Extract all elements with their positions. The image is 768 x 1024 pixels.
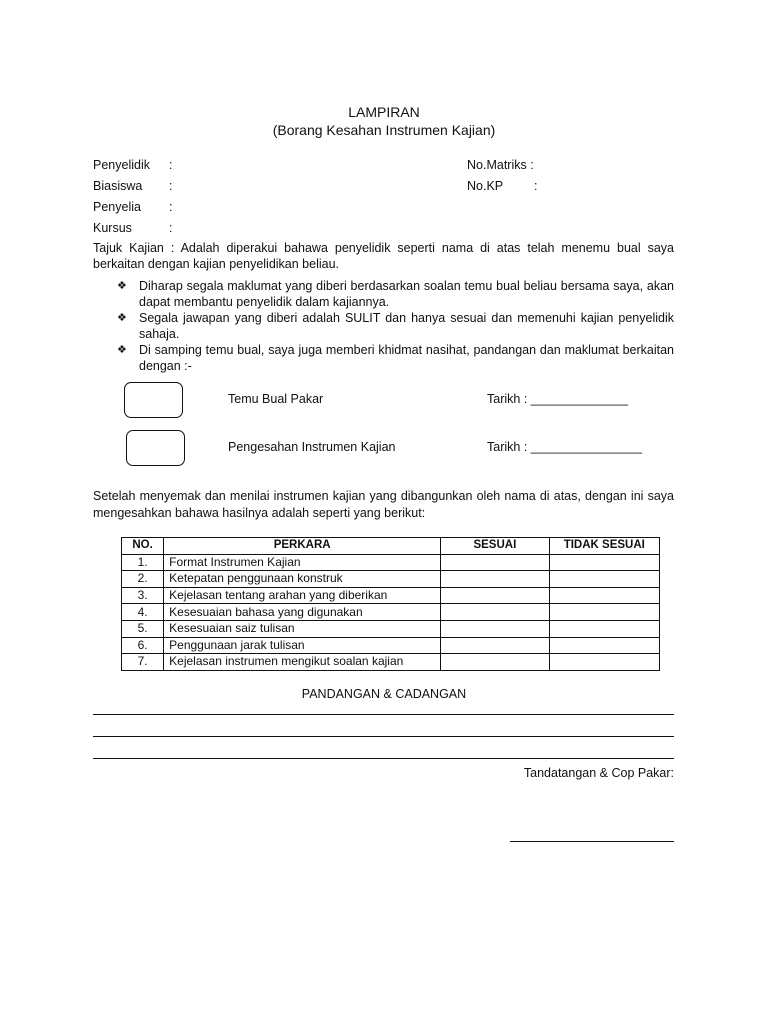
no-kp-label: No.KP [467,179,504,193]
pengesahan-checkbox[interactable] [126,430,185,466]
page-subtitle: (Borang Kesahan Instrumen Kajian) [272,122,496,138]
tidak-sesuai-cell[interactable] [549,637,659,654]
sesuai-cell[interactable] [441,571,549,588]
comment-line[interactable] [93,714,674,715]
row-no: 5. [122,620,164,637]
sesuai-cell[interactable] [441,604,549,621]
table-header-row [122,538,660,555]
comment-line[interactable] [93,758,674,759]
signature-label: Tandatangan & Cop Pakar: [523,766,674,780]
row-item: Kesesuaian saiz tulisan [164,620,441,637]
no-kp-colon: : [534,179,538,193]
sesuai-cell[interactable] [441,554,549,571]
row-item: Penggunaan jarak tulisan [164,637,441,654]
header-perkara: PERKARA [164,538,441,555]
sesuai-cell[interactable] [441,587,549,604]
tidak-sesuai-cell[interactable] [549,587,659,604]
row-no: 6. [122,637,164,654]
row-item: Kejelasan instrumen mengikut soalan kajian [164,654,441,671]
table-row [122,571,660,588]
bullet-text: Diharap segala maklumat yang diberi berdasarkan soalan temu bual beliau bersama saya, akan dapat membantu penyelidik dalam kajiannya. [139,279,674,309]
comments-heading: PANDANGAN & CADANGAN [301,687,467,701]
intro-paragraph: Tajuk Kajian : Adalah diperakui bahawa penyelidik seperti nama di atas telah menemu bual saya berkaitan dengan kajian penyelidikan beliau. [93,241,674,271]
row-item: Format Instrumen Kajian [164,554,441,571]
row-no: 3. [122,587,164,604]
sesuai-cell[interactable] [441,637,549,654]
diamond-bullet-icon: ❖ [117,344,127,356]
sesuai-cell[interactable] [441,620,549,637]
table-row [122,587,660,604]
header-sesuai: SESUAI [441,538,549,555]
kursus-label: Kursus [93,221,132,235]
pengesahan-date: Tarikh : ________________ [487,440,642,454]
comment-line[interactable] [93,736,674,737]
diamond-bullet-icon: ❖ [117,312,127,324]
tidak-sesuai-cell[interactable] [549,554,659,571]
row-item: Ketepatan penggunaan konstruk [164,571,441,588]
table-row [122,620,660,637]
penyelidik-label: Penyelidik [93,158,150,172]
table-row [122,554,660,571]
evaluation-table [121,537,660,671]
penyelia-label: Penyelia [93,200,141,214]
tidak-sesuai-cell[interactable] [549,571,659,588]
header-no: NO. [122,538,164,555]
temu-bual-checkbox[interactable] [124,382,183,418]
row-item: Kejelasan tentang arahan yang diberikan [164,587,441,604]
diamond-bullet-icon: ❖ [117,280,127,292]
tidak-sesuai-cell[interactable] [549,620,659,637]
row-no: 4. [122,604,164,621]
bullet-text: Segala jawapan yang diberi adalah SULIT dan hanya sesuai dan memenuhi kajian penyelidik sahaja. [139,311,674,341]
kursus-colon: : [169,221,173,235]
confirmation-paragraph: Setelah menyemak dan menilai instrumen kajian yang dibangunkan oleh nama di atas, dengan ini saya mengesahkan bahawa hasilnya adalah seperti yang berikut: [93,489,674,520]
row-no: 7. [122,654,164,671]
row-no: 2. [122,571,164,588]
temu-bual-date: Tarikh : ______________ [487,392,629,406]
signature-line[interactable] [510,841,674,842]
sesuai-cell[interactable] [441,654,549,671]
table-row [122,637,660,654]
header-tidak-sesuai: TIDAK SESUAI [549,538,659,555]
penyelidik-colon: : [169,158,173,172]
row-no: 1. [122,554,164,571]
biasiswa-label: Biasiswa [93,179,143,193]
row-item: Kesesuaian bahasa yang digunakan [164,604,441,621]
table-row [122,604,660,621]
biasiswa-colon: : [169,179,173,193]
table-row [122,654,660,671]
bullet-text: Di samping temu bual, saya juga memberi khidmat nasihat, pandangan dan maklumat berkaitan dengan :- [139,343,674,373]
pengesahan-label: Pengesahan Instrumen Kajian [228,440,396,454]
page-title: LAMPIRAN [348,104,420,120]
tidak-sesuai-cell[interactable] [549,604,659,621]
temu-bual-label: Temu Bual Pakar [228,392,324,406]
no-matriks-label: No.Matriks : [467,158,534,172]
penyelia-colon: : [169,200,173,214]
tidak-sesuai-cell[interactable] [549,654,659,671]
